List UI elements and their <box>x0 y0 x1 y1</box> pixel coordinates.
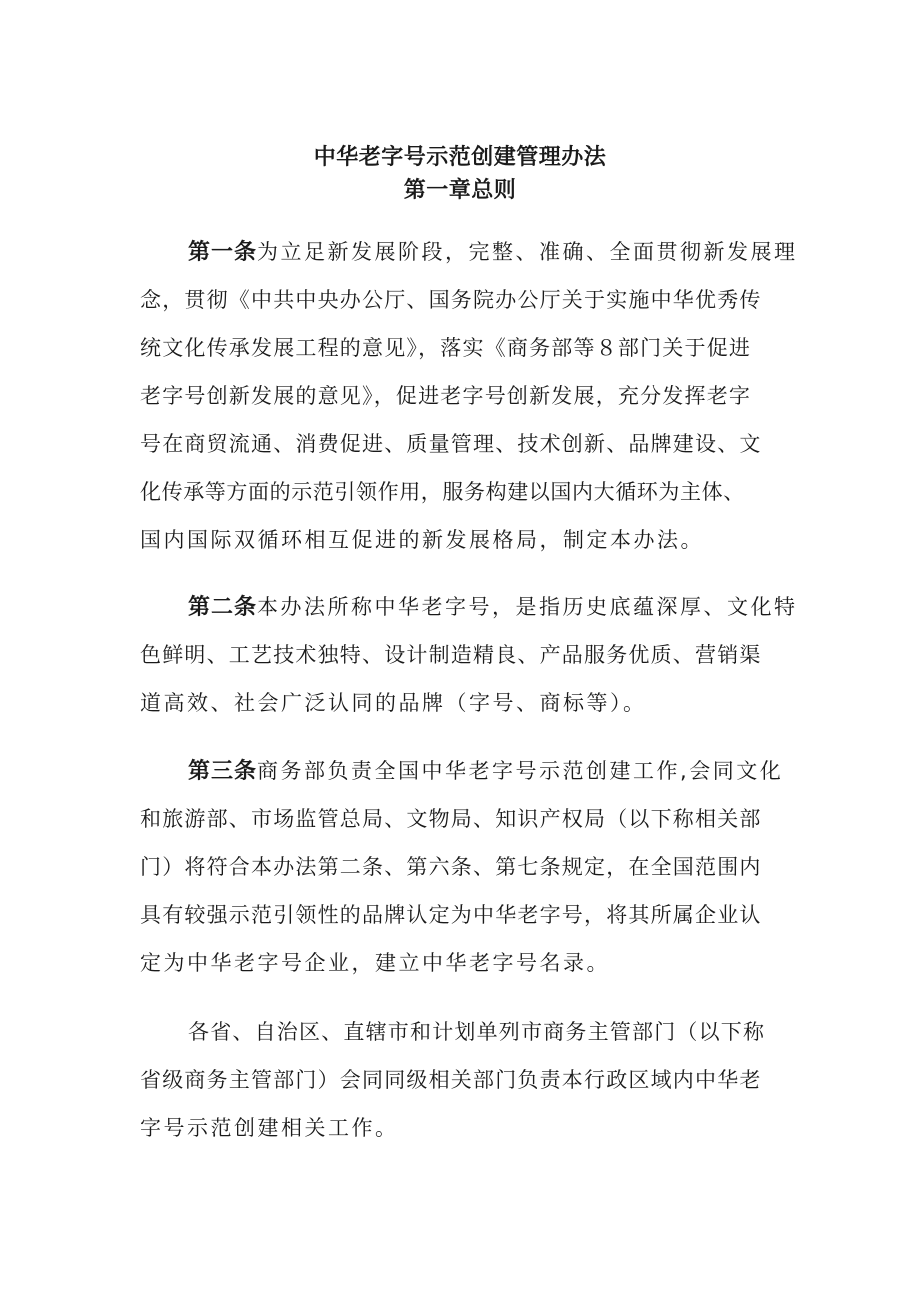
paragraph-line: 定为中华老字号企业，建立中华老字号名录。 <box>140 951 610 975</box>
paragraph-line: 老字号创新发展的意见》，促进老字号创新发展，充分发挥老字 <box>140 384 752 408</box>
paragraph-line: 号在商贸流通、消费促进、质量管理、技术创新、品牌建设、文 <box>140 432 762 456</box>
paragraph-line: 省级商务主管部门）会同同级相关部门负责本行政区域内中华老 <box>140 1068 762 1092</box>
paragraph-line: 化传承等方面的示范引领作用，服务构建以国内大循环为主体、 <box>140 480 745 504</box>
paragraph-line: 字号示范创建相关工作。 <box>140 1116 399 1140</box>
paragraph-line: 门）将符合本办法第二条、第六条、第七条规定，在全国范围内 <box>140 855 762 879</box>
chapter-title: 第一章总则 <box>403 178 517 203</box>
paragraph-line: 第一条为立足新发展阶段，完整、准确、全面贯彻新发展理 <box>188 240 798 265</box>
paragraph-line: 色鲜明、工艺技术独特、设计制造精良、产品服务优质、营销渠 <box>140 643 762 667</box>
document-title: 中华老字号示范创建管理办法 <box>313 145 607 170</box>
paragraph-line: 道高效、社会广泛认同的品牌（字号、商标等）。 <box>140 691 647 715</box>
paragraph-line: 第二条本办法所称中华老字号，是指历史底蕴深厚、文化特 <box>188 595 798 620</box>
article-heading: 第一条 <box>188 240 258 265</box>
paragraph-line: 和旅游部、市场监管总局、文物局、知识产权局（以下称相关部 <box>140 807 762 831</box>
paragraph-line: 具有较强示范引领性的品牌认定为中华老字号，将其所属企业认 <box>140 903 762 927</box>
paragraph-line: 国内国际双循环相互促进的新发展格局，制定本办法。 <box>140 528 704 552</box>
article-heading: 第二条 <box>188 595 258 620</box>
article-heading: 第三条 <box>188 759 258 784</box>
paragraph-line: 各省、自治区、直辖市和计划单列市商务主管部门（以下称 <box>188 1020 766 1044</box>
paragraph-line: 统文化传承发展工程的意见》，落实《商务部等８部门关于促进 <box>140 336 752 360</box>
paragraph-line: 第三条商务部负责全国中华老字号示范创建工作,会同文化 <box>188 759 784 784</box>
paragraph-line: 念，贯彻《中共中央办公厅、国务院办公厅关于实施中华优秀传 <box>140 288 762 312</box>
